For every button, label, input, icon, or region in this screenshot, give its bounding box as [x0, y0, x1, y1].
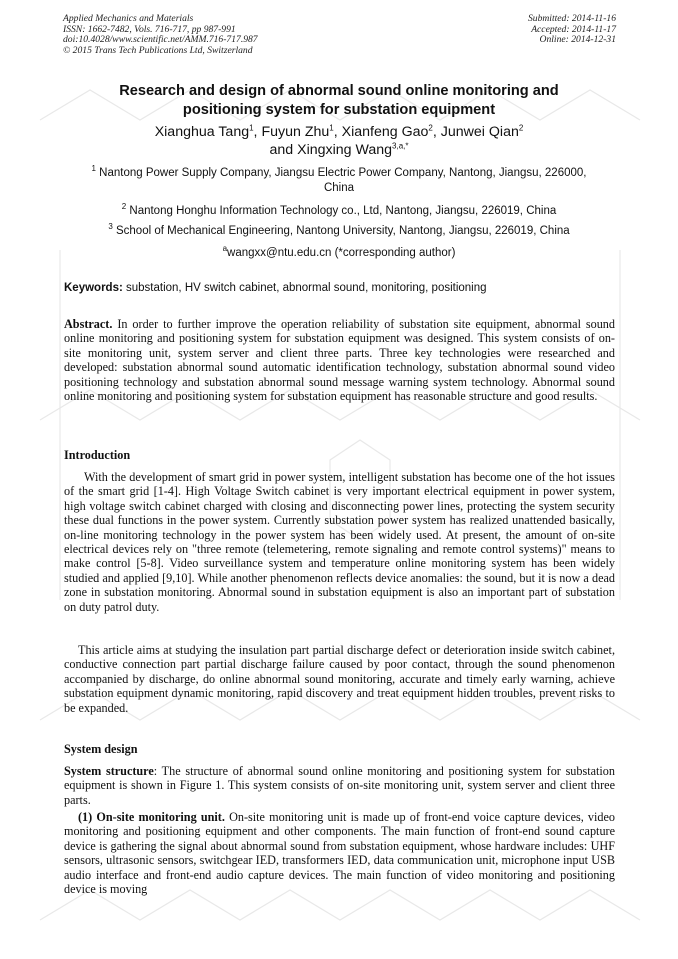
accepted-date: Accepted: 2014-11-17	[531, 23, 616, 35]
abstract-label: Abstract.	[64, 317, 113, 331]
authors-line-2	[60, 141, 618, 159]
submitted-date: Submitted: 2014-11-16	[527, 13, 616, 24]
author-name: Junwei Qian	[440, 124, 519, 140]
email-link[interactable]: wangxx@ntu.edu.cn (*corresponding author)	[227, 247, 456, 259]
author-superscript: 2	[428, 123, 433, 133]
title-line-1: Research and design of abnormal sound online monitoring and	[119, 83, 559, 99]
author-name: Xianfeng Gao	[341, 124, 429, 140]
journal-header	[63, 14, 258, 56]
affiliation-1: $^1$ Nantong Power Supply Company, Jiangsu Electric Power Company, Nantong, Jiangsu, 226000, China	[91, 164, 587, 194]
introduction-paragraph-1: With the development of smart grid in power system, intelligent substation has become one of the hot issues of the smart grid [1-4]. High Voltage Switch cabinet is very important electrical equipment in power system, high voltage switch cabinet charged with closing and disconnecting power lines, protecting the system security these dual functions in the power system. Currently substation power system has realized unattended basically, on-line monitoring technology in the power system has been widely used. At present, the amount of on-site electrical devices rely on "three remote (telemetering, remote signaling and remote control systems)" means to make control [5-8]. Video surveillance system and temperature online monitoring system has been widely studied and applied [9,10]. While another phenomenon reflects device anomalies: the sound, but it is now a dead zone in substation monitoring. Abnormal sound in substation equipment is also an important part of substation on duty patrol duty.	[64, 470, 615, 614]
abstract-text: In order to further improve the operation reliability of substation site equipment, abnormal sound online monitoring and positioning system for substation equipment was designed. This system consists of on-site monitoring unit, system server and client three parts. Three key technologies were researched and developed: substation abnormal sound automatic identification technology, substation abnormal sound video positioning technology and substation abnormal sound message warning system technology. Abnormal sound online monitoring and positioning system for substation equipment has reasonable structure and good results.	[64, 317, 615, 404]
issn-line: ISSN: 1662-7482, Vols. 716-717, pp 987-991	[63, 23, 236, 35]
keywords-text: substation, HV switch cabinet, abnormal sound, monitoring, positioning	[126, 282, 487, 294]
authors-line-1: Xianghua Tang$^1$, Fuyun Zhu$^1$, Xianfeng Gao$^2$, Junwei Qian$^2$	[154, 123, 524, 140]
system-structure-label: System structure	[64, 764, 154, 778]
onsite-unit-paragraph	[64, 810, 615, 896]
onsite-unit-label: (1) On-site monitoring unit.	[78, 810, 225, 824]
affiliation-2: $^2$ Nantong Honghu Information Technology co., Ltd, Nantong, Jiangsu, 226019, China	[121, 202, 557, 217]
corresponding-email: $^a$wangxx@ntu.edu.cn (*corresponding author)	[222, 244, 456, 259]
author-superscript: 1	[249, 123, 254, 133]
introduction-heading: Introduction	[64, 448, 131, 462]
system-design-heading: System design	[64, 742, 138, 756]
author-name: Fuyun Zhu	[261, 124, 330, 140]
keywords	[64, 281, 616, 296]
author-superscript: 2	[518, 123, 524, 133]
onsite-unit-text: On-site monitoring unit is made up of front-end voice capture devices, video monitoring and positioning equipment and other components. The main function of front-end sound capture device is gathering the signal about abnormal sound from substation equipment, whose hardware includes: UHF sensors, ultrasonic sensors, switchgear IED, transformers IED, data communication unit, microphone input USB audio interface and front-end audio capture devices. The main function of video monitoring and positioning device is moving	[64, 810, 616, 897]
author-superscript: 1	[329, 123, 334, 133]
author-superscript: 3,a,*	[392, 141, 409, 151]
author-name: Xingxing Wang	[297, 142, 393, 158]
abstract	[64, 317, 615, 403]
introduction-paragraph-2: This article aims at studying the insulation part partial discharge defect or deterioration inside switch cabinet, conductive connection part partial discharge failure caused by poor contact, through the sound phenomenon accompanied by discharge, do online abnormal sound monitoring, accurate and timely early warning, achieve substation equipment dynamic monitoring, rapid discovery and treat equipment hidden troubles, prevent risks to be expanded.	[64, 643, 615, 715]
system-structure-text: : The structure of abnormal sound online monitoring and positioning system for substation equipment is shown in Figure 1. This system consists of on-site monitoring unit, system server and client three parts.	[64, 764, 615, 807]
dates-header	[528, 14, 616, 46]
author-list	[60, 123, 618, 159]
affiliation-3: $^3$ School of Mechanical Engineering, Nantong University, Nantong, Jiangsu, 226019, China	[108, 222, 570, 237]
author-name: Xianghua Tang	[154, 124, 250, 140]
online-date: Online: 2014-12-31	[539, 34, 616, 46]
doi-line: doi:10.4028/www.scientific.net/AMM.716-717.987	[63, 34, 258, 46]
author-and: and	[269, 142, 294, 158]
journal-name: Applied Mechanics and Materials	[63, 13, 194, 24]
paper-title	[60, 82, 618, 120]
keywords-label: Keywords:	[64, 282, 123, 294]
copyright-line: © 2015 Trans Tech Publications Ltd, Switzerland	[63, 44, 253, 56]
title-line-2: positioning system for substation equipment	[182, 102, 496, 118]
system-structure-paragraph	[64, 764, 615, 807]
